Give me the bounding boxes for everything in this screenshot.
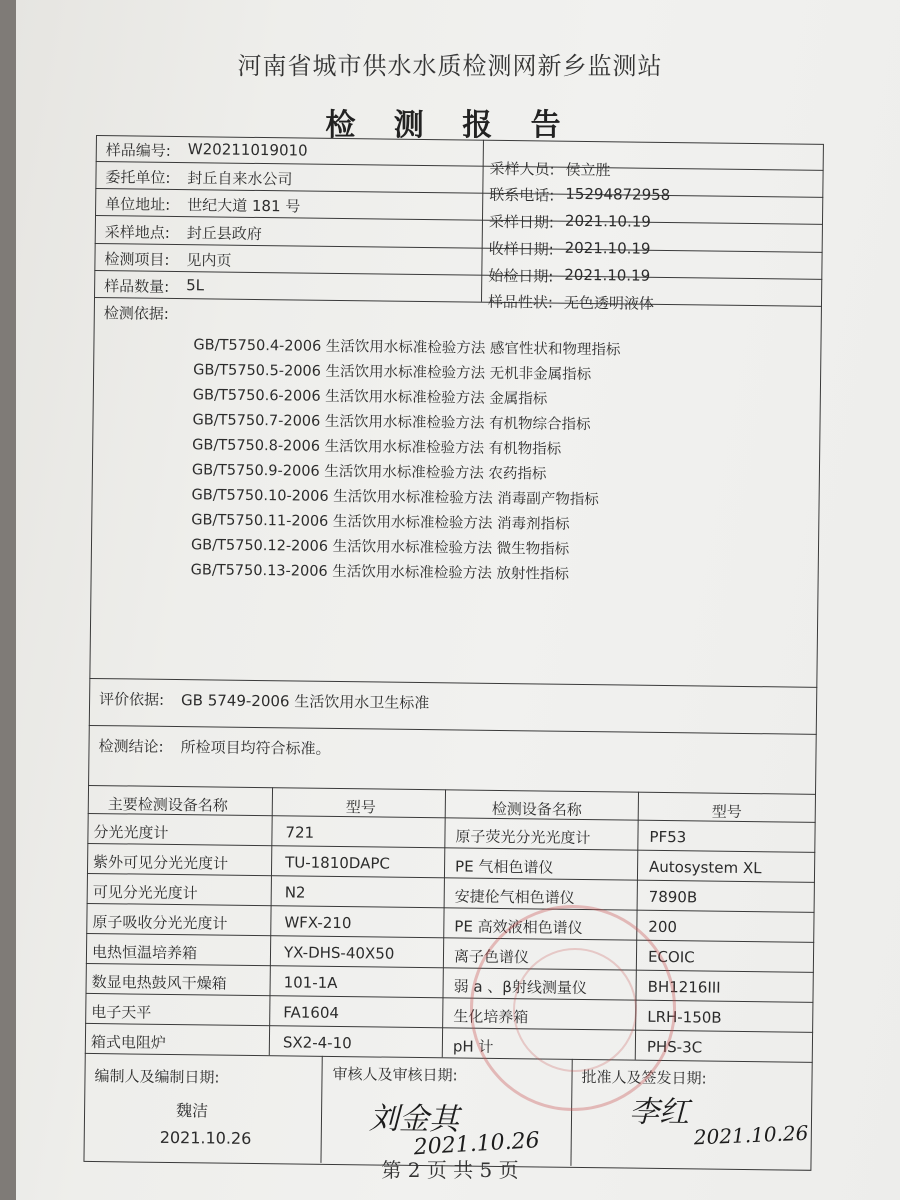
basis-label: 检测依据:	[103, 304, 169, 323]
client: 封丘自来水公司	[187, 169, 293, 189]
standard-line: GB/T5750.6-2006 生活饮用水标准检验方法 金属指标	[192, 387, 548, 408]
site: 封丘县政府	[186, 224, 262, 244]
standard-line: GB/T5750.10-2006 生活饮用水标准检验方法 消毒副产物指标	[191, 487, 599, 509]
equipment-model: FA1604	[283, 1003, 340, 1023]
equipment-model: TU-1810DAPC	[285, 853, 391, 873]
client-label: 委托单位:	[105, 168, 171, 187]
equipment-name: 弱 a 、β射线测量仪	[453, 977, 588, 998]
start-date: 2021.10.19	[564, 265, 651, 285]
phone: 15294872958	[565, 184, 671, 205]
equipment-model: 7890B	[648, 887, 698, 907]
sampler: 侯立胜	[565, 160, 611, 180]
equipment-name: 原子荧光分光光度计	[455, 827, 591, 848]
items: 见内页	[186, 251, 232, 270]
equipment-model: YX-DHS-40X50	[283, 943, 395, 963]
equipment-header: 检测设备名称	[491, 799, 582, 819]
approver-label: 批准人及签发日期:	[581, 1068, 707, 1088]
equipment-model: 101-1A	[283, 973, 338, 993]
equipment-name: 原子吸收分光光度计	[92, 913, 228, 933]
conclusion-value: 所检项目均符合标准。	[180, 738, 331, 758]
standard-line: GB/T5750.7-2006 生活饮用水标准检验方法 有机物综合指标	[192, 412, 591, 434]
start-date-label: 始检日期:	[488, 266, 554, 286]
equipment-model: PHS-3C	[646, 1037, 703, 1057]
report-title: 检 测 报 告	[325, 108, 575, 143]
receive-date-label: 收样日期:	[488, 239, 554, 259]
equipment-model: Autosystem XL	[648, 857, 762, 878]
equipment-name: 安捷伦气相色谱仪	[454, 887, 575, 907]
address-label: 单位地址:	[105, 195, 171, 214]
standard-line: GB/T5750.8-2006 生活饮用水标准检验方法 有机物指标	[192, 437, 562, 458]
equipment-name: 分光光度计	[93, 823, 169, 842]
equipment-name: PE 气相色谱仪	[454, 857, 554, 877]
equipment-model: LRH-150B	[647, 1007, 722, 1027]
equipment-model: 721	[285, 823, 315, 842]
equipment-name: 箱式电阻炉	[90, 1033, 167, 1052]
standard-line: GB/T5750.5-2006 生活饮用水标准检验方法 无机非金属指标	[193, 362, 592, 384]
equipment-name: PE 高效液相色谱仪	[454, 917, 583, 938]
equipment-name: 电热恒温培养箱	[91, 943, 198, 963]
equipment-model: N2	[284, 883, 306, 902]
approver-signature: 李红	[628, 1094, 690, 1131]
equipment-model: ECOIC	[647, 947, 695, 967]
report-form	[83, 135, 823, 1171]
evaluation-label: 评价依据:	[98, 690, 165, 709]
sample-date-label: 采样日期:	[488, 212, 555, 232]
equipment-model: WFX-210	[284, 913, 352, 933]
page-number: 第 2 页 共 5 页	[381, 1158, 519, 1182]
red-seal-inner-ring	[513, 948, 637, 1072]
equipment-name: pH 计	[452, 1037, 494, 1056]
review-date: 2021.10.26	[413, 1128, 541, 1161]
sample-date: 2021.10.19	[564, 211, 651, 231]
standard-line: GB/T5750.12-2006 生活饮用水标准检验方法 微生物指标	[190, 537, 570, 558]
appearance-label: 样品性状:	[487, 292, 554, 312]
approve-date: 2021.10.26	[693, 1120, 809, 1150]
address: 世纪大道 181 号	[187, 196, 301, 216]
equipment-name: 生化培养箱	[453, 1007, 529, 1027]
org-title: 河南省城市供水水质检测网新乡监测站	[237, 52, 663, 80]
standard-line: GB/T5750.11-2006 生活饮用水标准检验方法 消毒剂指标	[191, 512, 570, 533]
equipment-name: 离子色谱仪	[453, 947, 530, 967]
compiler-name: 魏洁	[175, 1101, 209, 1121]
compile-date: 2021.10.26	[159, 1127, 252, 1148]
reviewer-signature: 刘金其	[368, 1101, 460, 1138]
equipment-model: 200	[648, 917, 678, 937]
qty: 5L	[186, 276, 205, 295]
equipment-name: 可见分光光度计	[92, 883, 198, 903]
equipment-model: PF53	[649, 827, 687, 847]
items-label: 检测项目:	[104, 250, 170, 269]
standard-line: GB/T5750.9-2006 生活饮用水标准检验方法 农药指标	[191, 462, 547, 483]
equipment-model: SX2-4-10	[282, 1033, 352, 1053]
equipment-name: 电子天平	[91, 1003, 152, 1022]
standard-line: GB/T5750.4-2006 生活饮用水标准检验方法 感官性状和物理指标	[193, 337, 621, 359]
red-seal-stamp	[470, 905, 676, 1111]
equipment-name: 紫外可见分光光度计	[93, 853, 229, 873]
reviewer-label: 审核人及审核日期:	[332, 1064, 458, 1085]
standard-line: GB/T5750.13-2006 生活饮用水标准检验方法 放射性指标	[190, 562, 570, 583]
qty-label: 样品数量:	[104, 277, 170, 296]
sampler-label: 采样人员:	[489, 159, 555, 179]
appearance: 无色透明液体	[563, 293, 655, 313]
equipment-header: 型号	[345, 798, 376, 817]
site-label: 采样地点:	[104, 223, 170, 242]
equipment-name: 数显电热鼓风干燥箱	[91, 973, 227, 993]
evaluation-value: GB 5749-2006 生活饮用水卫生标准	[180, 691, 430, 713]
sample-no-label: 样品编号:	[105, 141, 171, 160]
equipment-model: BH1216III	[647, 977, 721, 997]
receive-date: 2021.10.19	[564, 238, 651, 258]
sample-no: W20211019010	[187, 140, 308, 160]
phone-label: 联系电话:	[489, 185, 555, 205]
conclusion-label: 检测结论:	[98, 737, 164, 756]
equipment-header: 主要检测设备名称	[107, 795, 228, 815]
compiler-label: 编制人及编制日期:	[94, 1067, 220, 1087]
equipment-header: 型号	[711, 802, 742, 821]
